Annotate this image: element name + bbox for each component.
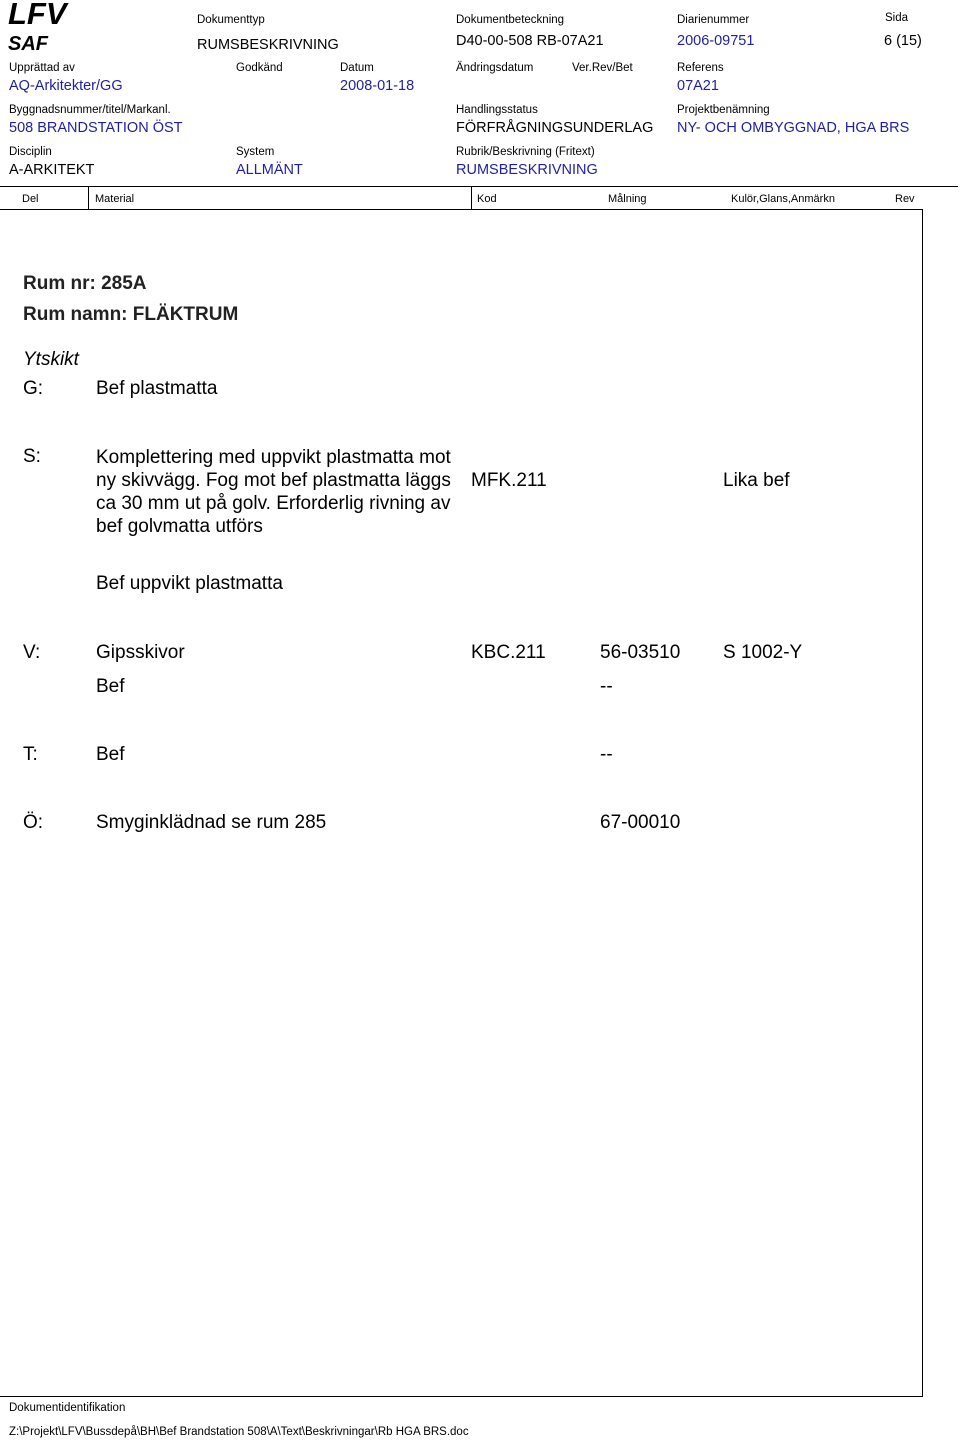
upprattad-av-label: Upprättad av — [9, 62, 75, 74]
row-v-malning-2: -- — [600, 676, 613, 697]
dokumentbeteckning-label: Dokumentbeteckning — [456, 14, 565, 26]
projektbenamning-value: NY- OCH OMBYGGNAD, HGA BRS — [677, 120, 910, 136]
sida-label: Sida — [885, 12, 909, 24]
system-label: System — [236, 146, 275, 158]
col-divider — [88, 187, 89, 209]
handlingsstatus-value: FÖRFRÅGNINGSUNDERLAG — [456, 120, 654, 136]
body-bottom-border — [0, 1396, 923, 1397]
col-del: Del — [22, 193, 39, 205]
row-v-kod: KBC.211 — [471, 642, 546, 663]
datum-label: Datum — [340, 62, 374, 74]
row-t-material: Bef — [96, 744, 125, 765]
andringsdatum-label: Ändringsdatum — [456, 62, 534, 74]
upprattad-av-value: AQ-Arkitekter/GG — [9, 78, 123, 94]
room-number: Rum nr: 285A — [23, 273, 147, 294]
body-right-border — [922, 209, 923, 1397]
ver-rev-bet-label: Ver.Rev/Bet — [572, 62, 633, 74]
row-g-del: G: — [23, 378, 44, 399]
godkand-label: Godkänd — [236, 62, 283, 74]
row-v-kulor: S 1002-Y — [723, 642, 803, 663]
body-top-border — [0, 209, 923, 210]
system-value: ALLMÄNT — [236, 162, 303, 178]
byggnad-label: Byggnadsnummer/titel/Markanl. — [9, 104, 171, 116]
disciplin-label: Disciplin — [9, 146, 52, 158]
row-v-material: Gipsskivor — [96, 642, 185, 663]
datum-value: 2008-01-18 — [340, 78, 415, 94]
diarienummer-label: Diarienummer — [677, 14, 750, 26]
projektbenamning-label: Projektbenämning — [677, 104, 770, 116]
row-s-material-2: Bef uppvikt plastmatta — [96, 573, 283, 594]
row-s-kod: MFK.211 — [471, 470, 547, 491]
rubrik-label: Rubrik/Beskrivning (Fritext) — [456, 146, 595, 158]
col-kod: Kod — [477, 193, 497, 205]
logo-saf: SAF — [8, 33, 48, 55]
row-t-del: T: — [23, 744, 38, 765]
handlingsstatus-label: Handlingsstatus — [456, 104, 538, 116]
rubrik-value: RUMSBESKRIVNING — [456, 162, 598, 178]
room-name: Rum namn: FLÄKTRUM — [23, 304, 239, 325]
row-g-material: Bef plastmatta — [96, 378, 218, 399]
byggnad-value: 508 BRANDSTATION ÖST — [9, 120, 183, 136]
row-o-malning: 67-00010 — [600, 812, 681, 833]
sida-value: 6 (15) — [884, 33, 922, 49]
row-o-material: Smyginklädnad se rum 285 — [96, 812, 327, 833]
section-heading: Ytskikt — [23, 349, 79, 370]
col-material: Material — [95, 193, 135, 205]
dokumentbeteckning-value: D40-00-508 RB-07A21 — [456, 33, 604, 49]
col-malning: Målning — [608, 193, 647, 205]
row-t-malning: -- — [600, 744, 613, 765]
footer-label: Dokumentidentifikation — [9, 1402, 126, 1414]
dokumenttyp-label: Dokumenttyp — [197, 14, 265, 26]
dokumenttyp-value: RUMSBESKRIVNING — [197, 37, 339, 53]
col-divider — [471, 187, 472, 209]
referens-value: 07A21 — [677, 78, 719, 94]
diarienummer-value: 2006-09751 — [677, 33, 755, 49]
col-rev: Rev — [895, 193, 915, 205]
row-s-material: Komplettering med uppvikt plastmatta mot ny skivvägg. Fog mot bef plastmatta läggs ca 30 mm ut på golv. Erforderlig rivning av bef golvmatta utförs — [96, 447, 451, 537]
col-kulor: Kulör,Glans,Anmärkn — [731, 193, 835, 205]
logo-lfv: LFV — [8, 0, 67, 31]
row-s-del: S: — [23, 446, 41, 467]
footer-path: Z:\Projekt\LFV\Bussdepå\BH\Bef Brandstation 508\A\Text\Beskrivningar\Rb HGA BRS.doc — [9, 1426, 469, 1438]
referens-label: Referens — [677, 62, 724, 74]
row-v-malning: 56-03510 — [600, 642, 681, 663]
row-v-del: V: — [23, 642, 41, 663]
row-s-kulor: Lika bef — [723, 470, 790, 491]
disciplin-value: A-ARKITEKT — [9, 162, 95, 178]
header-divider — [0, 186, 958, 187]
row-v-material-2: Bef — [96, 676, 125, 697]
row-o-del: Ö: — [23, 812, 44, 833]
